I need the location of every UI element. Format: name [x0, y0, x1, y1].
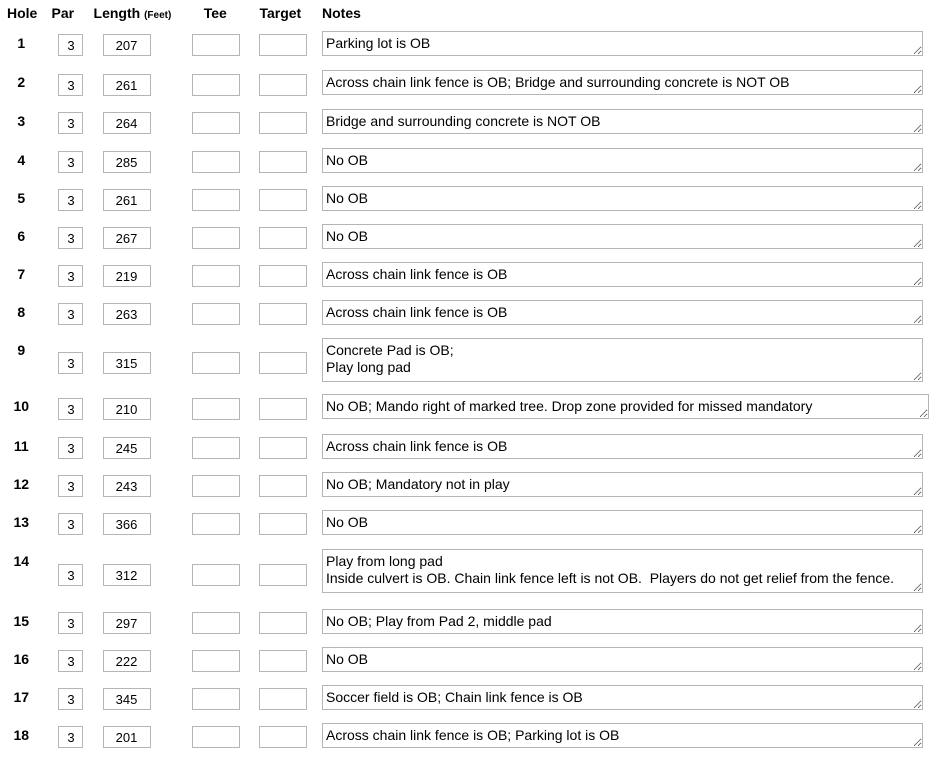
length-input[interactable] — [103, 151, 151, 173]
length-cell — [85, 723, 178, 761]
target-cell — [247, 510, 311, 549]
target-input[interactable] — [259, 650, 307, 672]
notes-cell — [311, 70, 929, 109]
par-cell — [42, 338, 84, 394]
hole-number: 12 — [13, 476, 30, 492]
notes-cell — [311, 685, 929, 723]
length-input[interactable] — [103, 612, 151, 634]
hole-number: 9 — [17, 342, 26, 358]
tee-cell — [178, 685, 248, 723]
tee-cell — [178, 109, 248, 148]
hole-row — [0, 262, 929, 300]
target-cell — [247, 723, 311, 761]
length-cell — [85, 647, 178, 685]
length-cell — [85, 338, 178, 394]
length-input[interactable] — [103, 513, 151, 535]
target-input[interactable] — [259, 303, 307, 325]
length-input[interactable] — [103, 74, 151, 96]
target-cell — [247, 186, 311, 224]
par-input[interactable] — [58, 437, 83, 459]
hole-row — [0, 31, 929, 70]
target-input[interactable] — [259, 34, 307, 56]
length-cell — [85, 549, 178, 609]
tee-cell — [178, 148, 248, 186]
tee-input[interactable] — [192, 513, 240, 535]
target-input[interactable] — [259, 189, 307, 211]
target-input[interactable] — [259, 688, 307, 710]
par-cell — [42, 394, 84, 434]
hole-number: 10 — [13, 398, 30, 414]
target-input[interactable] — [259, 227, 307, 249]
notes-textarea[interactable] — [322, 510, 923, 535]
par-cell — [42, 224, 84, 262]
tee-input[interactable] — [192, 265, 240, 287]
par-cell — [42, 31, 84, 70]
tee-cell — [178, 549, 248, 609]
notes-textarea[interactable] — [322, 300, 923, 325]
target-cell — [247, 647, 311, 685]
hole-row — [0, 472, 929, 510]
hole-number: 15 — [13, 613, 30, 629]
hole-row — [0, 647, 929, 685]
par-cell — [42, 300, 84, 338]
par-input[interactable] — [58, 265, 83, 287]
par-cell — [42, 262, 84, 300]
par-input[interactable] — [58, 189, 83, 211]
tee-cell — [178, 300, 248, 338]
tee-input[interactable] — [192, 612, 240, 634]
length-cell — [85, 685, 178, 723]
par-cell — [42, 70, 84, 109]
target-cell — [247, 148, 311, 186]
hole-row — [0, 510, 929, 549]
tee-cell — [178, 262, 248, 300]
length-input[interactable] — [103, 352, 151, 374]
par-input[interactable] — [58, 352, 83, 374]
target-cell — [247, 549, 311, 609]
notes-cell — [311, 609, 929, 647]
hole-number: 16 — [13, 651, 30, 667]
tee-input[interactable] — [192, 688, 240, 710]
par-input[interactable] — [58, 34, 83, 56]
hole-row — [0, 549, 929, 609]
length-input[interactable] — [103, 112, 151, 134]
hole-row — [0, 685, 929, 723]
target-cell — [247, 338, 311, 394]
length-cell — [85, 300, 178, 338]
tee-cell — [178, 186, 248, 224]
par-cell — [42, 510, 84, 549]
notes-cell — [311, 723, 929, 761]
length-input[interactable] — [103, 34, 151, 56]
hole-number: 4 — [17, 152, 26, 168]
par-cell — [42, 148, 84, 186]
target-input[interactable] — [259, 564, 307, 586]
tee-cell — [178, 647, 248, 685]
target-input[interactable] — [259, 151, 307, 173]
target-cell — [247, 434, 311, 472]
notes-textarea[interactable] — [322, 186, 923, 211]
tee-input[interactable] — [192, 564, 240, 586]
tee-cell — [178, 31, 248, 70]
tee-cell — [178, 70, 248, 109]
par-input[interactable] — [58, 688, 83, 710]
tee-input[interactable] — [192, 112, 240, 134]
notes-textarea[interactable] — [322, 224, 923, 249]
notes-textarea[interactable] — [322, 148, 923, 173]
tee-cell — [178, 510, 248, 549]
header-notes: Notes — [322, 5, 361, 21]
header-length-unit: (Feet) — [144, 10, 172, 21]
tee-input[interactable] — [192, 74, 240, 96]
target-cell — [247, 609, 311, 647]
tee-cell — [178, 472, 248, 510]
length-cell — [85, 510, 178, 549]
par-input[interactable] — [58, 650, 83, 672]
par-input[interactable] — [58, 112, 83, 134]
notes-textarea[interactable] — [322, 723, 923, 748]
target-cell — [247, 685, 311, 723]
hole-row — [0, 609, 929, 647]
header-par: Par — [51, 5, 75, 21]
length-input[interactable] — [103, 437, 151, 459]
length-cell — [85, 609, 178, 647]
notes-textarea[interactable] — [322, 647, 923, 672]
notes-textarea[interactable] — [322, 685, 923, 710]
length-input[interactable] — [103, 475, 151, 497]
hole-row — [0, 723, 929, 761]
par-cell — [42, 685, 84, 723]
notes-textarea[interactable] — [322, 549, 923, 593]
par-cell — [42, 472, 84, 510]
tee-cell — [178, 434, 248, 472]
tee-cell — [178, 609, 248, 647]
notes-cell — [311, 224, 929, 262]
header-hole: Hole — [7, 5, 38, 21]
tee-input[interactable] — [192, 475, 240, 497]
length-input[interactable] — [103, 303, 151, 325]
header-row — [0, 0, 929, 31]
par-input[interactable] — [58, 513, 83, 535]
length-cell — [85, 186, 178, 224]
length-cell — [85, 109, 178, 148]
target-cell — [247, 70, 311, 109]
target-input[interactable] — [259, 475, 307, 497]
par-input[interactable] — [58, 398, 83, 420]
tee-input[interactable] — [192, 726, 240, 748]
par-input[interactable] — [58, 726, 83, 748]
length-input[interactable] — [103, 265, 151, 287]
hole-number: 18 — [13, 727, 30, 743]
par-input[interactable] — [58, 227, 83, 249]
hole-row — [0, 224, 929, 262]
notes-cell — [311, 647, 929, 685]
length-input[interactable] — [103, 564, 151, 586]
length-cell — [85, 148, 178, 186]
par-cell — [42, 434, 84, 472]
tee-cell — [178, 224, 248, 262]
hole-number: 17 — [13, 689, 30, 705]
length-cell — [85, 70, 178, 109]
par-cell — [42, 609, 84, 647]
notes-cell — [311, 434, 929, 472]
tee-cell — [178, 338, 248, 394]
notes-cell — [311, 109, 929, 148]
notes-textarea[interactable] — [322, 434, 923, 459]
header-tee: Tee — [203, 5, 227, 21]
notes-cell — [311, 262, 929, 300]
header-length: Length (Feet) — [93, 5, 172, 21]
length-input[interactable] — [103, 688, 151, 710]
hole-number: 3 — [17, 113, 26, 129]
tee-input[interactable] — [192, 437, 240, 459]
hole-number: 1 — [17, 35, 26, 51]
length-cell — [85, 394, 178, 434]
hole-row — [0, 109, 929, 148]
target-input[interactable] — [259, 352, 307, 374]
notes-textarea[interactable] — [322, 262, 923, 287]
target-cell — [247, 472, 311, 510]
par-input[interactable] — [58, 475, 83, 497]
hole-number: 2 — [17, 74, 26, 90]
par-input[interactable] — [58, 303, 83, 325]
notes-cell — [311, 300, 929, 338]
tee-input[interactable] — [192, 34, 240, 56]
length-input[interactable] — [103, 726, 151, 748]
par-input[interactable] — [58, 564, 83, 586]
notes-cell — [311, 338, 929, 394]
hole-row — [0, 300, 929, 338]
notes-textarea[interactable] — [322, 109, 923, 134]
target-input[interactable] — [259, 726, 307, 748]
target-input[interactable] — [259, 74, 307, 96]
hole-number: 11 — [13, 438, 29, 454]
tee-input[interactable] — [192, 352, 240, 374]
par-input[interactable] — [58, 74, 83, 96]
notes-cell — [311, 148, 929, 186]
notes-cell — [311, 186, 929, 224]
tee-input[interactable] — [192, 189, 240, 211]
tee-input[interactable] — [192, 151, 240, 173]
notes-textarea[interactable] — [322, 394, 929, 419]
length-input[interactable] — [103, 650, 151, 672]
notes-textarea[interactable] — [322, 31, 923, 56]
target-cell — [247, 300, 311, 338]
hole-number: 8 — [17, 304, 26, 320]
length-cell — [85, 434, 178, 472]
par-cell — [42, 647, 84, 685]
target-input[interactable] — [259, 612, 307, 634]
header-target: Target — [259, 5, 302, 21]
length-input[interactable] — [103, 227, 151, 249]
tee-input[interactable] — [192, 303, 240, 325]
target-cell — [247, 109, 311, 148]
par-cell — [42, 723, 84, 761]
hole-row — [0, 338, 929, 394]
target-input[interactable] — [259, 112, 307, 134]
notes-cell — [311, 472, 929, 510]
par-cell — [42, 109, 84, 148]
hole-row — [0, 394, 929, 434]
notes-cell — [311, 549, 929, 609]
target-input[interactable] — [259, 398, 307, 420]
notes-cell — [311, 510, 929, 549]
hole-number: 6 — [17, 228, 26, 244]
target-cell — [247, 31, 311, 70]
hole-row — [0, 70, 929, 109]
tee-cell — [178, 723, 248, 761]
hole-row — [0, 434, 929, 472]
length-input[interactable] — [103, 189, 151, 211]
target-cell — [247, 262, 311, 300]
par-input[interactable] — [58, 612, 83, 634]
target-input[interactable] — [259, 265, 307, 287]
hole-number: 14 — [13, 553, 30, 569]
length-cell — [85, 262, 178, 300]
par-input[interactable] — [58, 151, 83, 173]
tee-input[interactable] — [192, 398, 240, 420]
par-cell — [42, 549, 84, 609]
length-cell — [85, 472, 178, 510]
hole-row — [0, 148, 929, 186]
hole-row — [0, 186, 929, 224]
tee-input[interactable] — [192, 227, 240, 249]
hole-number: 5 — [17, 190, 26, 206]
target-cell — [247, 224, 311, 262]
notes-textarea[interactable] — [322, 338, 923, 382]
notes-cell — [311, 31, 929, 70]
hole-number: 7 — [17, 266, 26, 282]
tee-cell — [178, 394, 248, 434]
notes-cell — [311, 394, 929, 434]
notes-textarea[interactable] — [322, 609, 923, 634]
target-input[interactable] — [259, 437, 307, 459]
target-cell — [247, 394, 311, 434]
par-cell — [42, 186, 84, 224]
notes-textarea[interactable] — [322, 70, 923, 95]
target-input[interactable] — [259, 513, 307, 535]
notes-textarea[interactable] — [322, 472, 923, 497]
hole-number: 13 — [13, 514, 30, 530]
length-input[interactable] — [103, 398, 151, 420]
length-cell — [85, 224, 178, 262]
tee-input[interactable] — [192, 650, 240, 672]
length-cell — [85, 31, 178, 70]
